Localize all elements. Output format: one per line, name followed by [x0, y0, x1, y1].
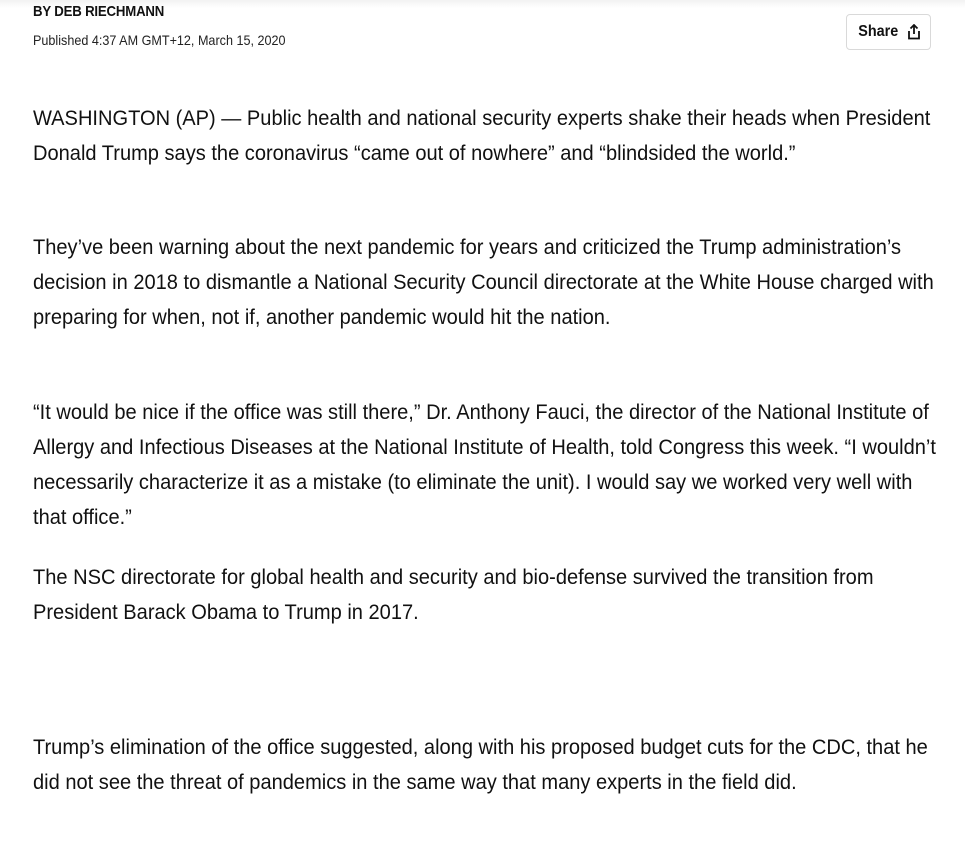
share-button-label: Share: [858, 23, 899, 40]
article-paragraph: WASHINGTON (AP) — Public health and national security experts shake their heads when President Donald Trump says the coronavirus “came out of nowhere” and “blindsided the world.”: [33, 107, 931, 165]
article-paragraph: The NSC directorate for global health and security and bio-defense survived the transition from President Barack Obama to Trump in 2017.: [33, 566, 874, 624]
share-icon: [907, 24, 921, 40]
article-paragraph: “It would be nice if the office was still there,” Dr. Anthony Fauci, the director of the National Institute of Allergy and Infectious Diseases at the National Institute of Health, told Congress this week. “I wouldn’t necessarily characterize it as a mistake (to eliminate the unit). I would say we worked very well with that office.”: [33, 401, 936, 529]
article-paragraph: Trump’s elimination of the office suggested, along with his proposed budget cuts for the CDC, that he did not see the threat of pandemics in the same way that many experts in the field did.: [33, 736, 928, 794]
share-button[interactable]: [846, 14, 931, 50]
publish-timestamp: Published 4:37 AM GMT+12, March 15, 2020: [33, 32, 286, 48]
article-paragraph: They’ve been warning about the next pandemic for years and criticized the Trump administration’s decision in 2018 to dismantle a National Security Council directorate at the White House charged with preparing for when, not if, another pandemic would hit the nation.: [33, 236, 934, 329]
author-byline[interactable]: BY DEB RIECHMANN: [33, 3, 165, 20]
